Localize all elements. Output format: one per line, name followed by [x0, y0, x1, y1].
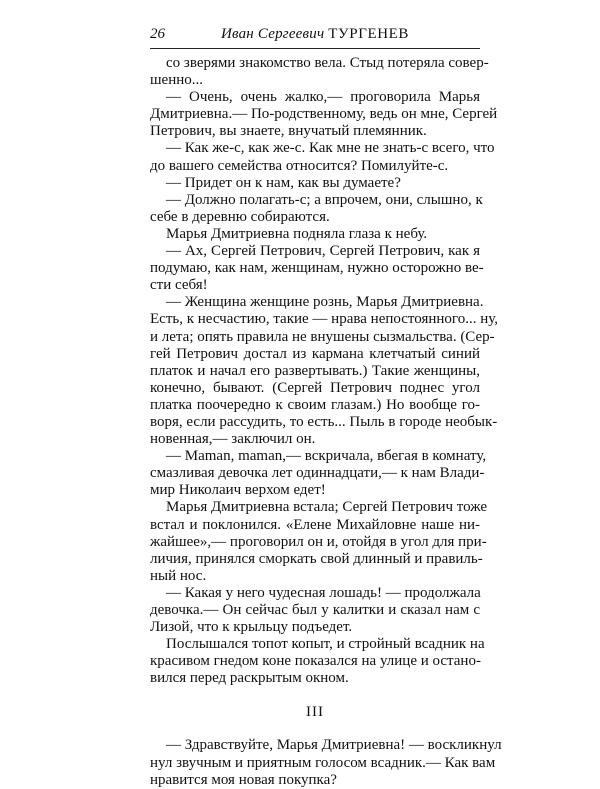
page-header: [150, 26, 480, 49]
text-line: Дмитриевна.— По-родственному, ведь он мне, Сергей: [150, 106, 498, 123]
paragraph: [150, 243, 484, 294]
text-line: Лизой, что к крыльцу подъедет.: [150, 619, 353, 636]
paragraph: [150, 89, 498, 140]
text-line: воря, если рассудить, то есть... Пыль в городе необык-: [150, 413, 498, 430]
text-line: и лета; опять правила не внушены сызмальства. (Сер-: [150, 328, 495, 345]
page-number: 26: [150, 26, 165, 42]
paragraph: [150, 191, 483, 226]
text-line: красивом гнедом коне показался на улице и остано-: [150, 653, 481, 670]
text-line: — Maman, maman,— вскричала, вбегая в комнату,: [166, 448, 487, 465]
paragraph: [150, 175, 480, 192]
text-line: Есть, к несчастию, такие — нрава непостоянного... ну,: [150, 311, 498, 328]
text-line: нравится моя новая покупка?: [150, 771, 337, 788]
text-line: — Очень, очень жалко,— проговорила Марья: [166, 89, 480, 106]
text-line: — Должно полагать-с; а впрочем, они, слышно, к: [166, 191, 483, 208]
paragraph: [150, 294, 498, 448]
body-text: [150, 55, 502, 789]
paragraph: [150, 140, 495, 174]
text-line: гей Петрович достал из кармана клетчатый синий: [150, 345, 480, 362]
author-surname: ТУРГЕНЕВ: [328, 26, 410, 42]
text-line: нул звучным и приятным голосом всадник.— Как вам: [150, 754, 496, 771]
text-line: — Здравствуйте, Марья Дмитриевна! — воскликнул: [166, 737, 502, 754]
text-line: подумаю, как нам, женщинам, нужно осторожно ве-: [150, 260, 484, 277]
text-line: — Ах, Сергей Петрович, Сергей Петрович, как я: [166, 243, 480, 260]
text-line: платка поочередно к своим глазам.) Но вообще го-: [150, 396, 480, 413]
text-line: Марья Дмитриевна встала; Сергей Петрович тоже: [166, 499, 488, 516]
paragraph: [150, 55, 489, 89]
text-line: смазливая девочка лет одиннадцати,— к нам Влади-: [150, 465, 485, 482]
text-line: ный нос.: [150, 567, 207, 584]
chapter-number: III: [306, 704, 324, 721]
text-line: Послышался топот копыт, и стройный всадник на: [166, 636, 485, 653]
text-line: встал и поклонился. «Елене Михайловне наше ни-: [150, 516, 480, 533]
text-line: жайшее»,— проговорил он и, отойдя в угол для при-: [150, 533, 487, 550]
text-line: конечно, бывают. (Сергей Петрович поднес угол: [150, 379, 480, 396]
paragraph: [150, 226, 480, 243]
paragraph: [150, 448, 487, 499]
text-line: платок и начал его развертывать.) Такие женщины,: [150, 362, 480, 379]
text-line: сти себя!: [150, 277, 208, 294]
text-line: — Как же-с, как же-с. Как мне не знать-с всего, что: [166, 140, 495, 157]
text-line: — Какая у него чудесная лошадь! — продолжала: [166, 584, 481, 601]
paragraph: [150, 636, 485, 687]
text-line: — Женщина женщине рознь, Марья Дмитриевна.: [166, 294, 484, 311]
text-line: со зверями знакомство вела. Стыд потеряла совер-: [166, 55, 489, 71]
text-line: — Придет он к нам, как вы думаете?: [166, 174, 401, 191]
text-line: Петрович, вы знаете, внучатый племянник.: [150, 123, 427, 140]
text-line: шенно...: [150, 72, 204, 89]
text-line: вился перед раскрытым окном.: [150, 670, 349, 687]
paragraph: [150, 585, 480, 636]
text-line: новенная,— заключил он.: [150, 431, 316, 448]
paragraph: [150, 499, 488, 584]
text-line: девочка.— Он сейчас был у калитки и сказал нам с: [150, 602, 480, 618]
text-line: мир Николаич верхом едет!: [150, 482, 326, 499]
paragraph: [150, 737, 502, 788]
text-line: личия, принялся сморкать свой длинный и правиль-: [150, 550, 483, 567]
text-line: Марья Дмитриевна подняла глаза к небу.: [166, 225, 428, 242]
running-head: [150, 26, 480, 43]
text-line: до вашего семейства относится? Помилуйте-с.: [150, 157, 449, 174]
text-line: себе в деревню собираются.: [150, 208, 330, 225]
author-name: Иван Сергеевич: [220, 26, 325, 42]
text-part-before-section: [150, 55, 498, 687]
text-part-after-section: [150, 737, 502, 788]
